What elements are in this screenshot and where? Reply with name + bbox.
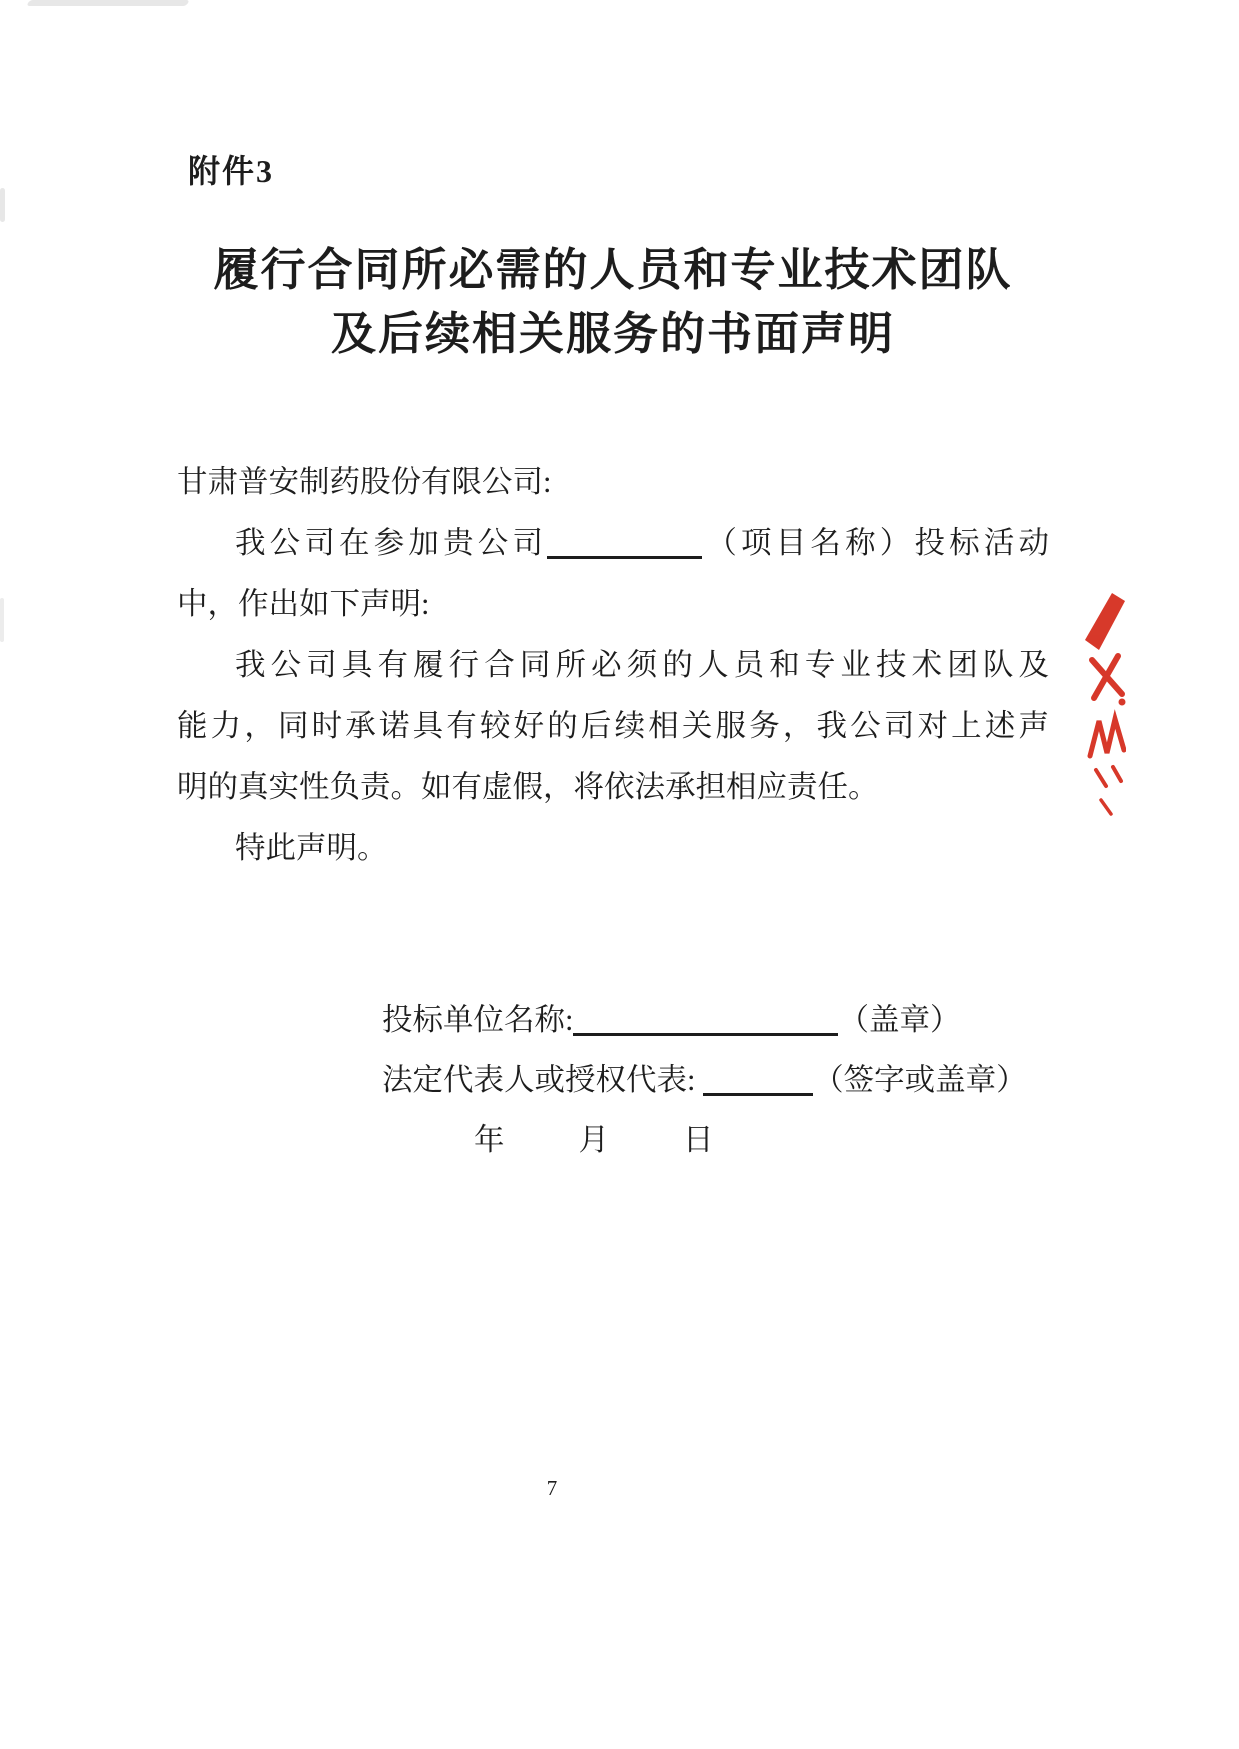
document-title xyxy=(177,238,1049,366)
paragraph-project-line-1 xyxy=(177,513,1049,574)
scan-smudge xyxy=(0,188,5,222)
red-stamp-fragment-icon xyxy=(1082,588,1126,823)
signature-block xyxy=(382,990,1027,1170)
bidder-name-line xyxy=(382,990,1027,1050)
representative-label: 法定代表人或授权代表: xyxy=(382,1063,696,1097)
year-label: 年 xyxy=(474,1123,505,1157)
month-label: 月 xyxy=(578,1123,609,1157)
document-body xyxy=(177,452,1049,879)
page-number: 7 xyxy=(546,1476,558,1500)
representative-blank xyxy=(703,1067,813,1096)
paragraph-statement-line-2: 能力，同时承诺具有较好的后续相关服务，我公司对上述声 xyxy=(177,709,1049,743)
title-line-1: 履行合同所必需的人员和专业技术团队 xyxy=(213,245,1013,295)
project-name-blank xyxy=(547,530,702,559)
day-label: 日 xyxy=(683,1123,714,1157)
attachment-label: 附件3 xyxy=(188,153,275,189)
title-line-2: 及后续相关服务的书面声明 xyxy=(330,309,895,359)
closing-statement: 特此声明。 xyxy=(235,831,388,865)
paragraph-project-line-2: 中，作出如下声明: xyxy=(177,587,430,621)
seal-note: （盖章） xyxy=(838,1003,961,1037)
bidder-name-label: 投标单位名称: xyxy=(382,1003,574,1037)
date-line xyxy=(382,1110,1027,1170)
bidder-name-blank xyxy=(573,1007,838,1036)
paragraph-statement-line-1: 我公司具有履行合同所必须的人员和专业技术团队及 xyxy=(235,648,1049,682)
scan-smudge xyxy=(0,598,4,642)
project-text-before-blank: 我公司在参加贵公司 xyxy=(235,526,548,560)
paragraph-statement-line-3: 明的真实性负责。如有虚假，将依法承担相应责任。 xyxy=(177,770,879,804)
scan-smudge xyxy=(26,0,189,6)
representative-line xyxy=(382,1050,1027,1110)
project-text-after-blank: （项目名称）投标活动 xyxy=(702,526,1050,560)
sign-or-seal-note: （签字或盖章） xyxy=(813,1063,1027,1097)
salutation: 甘肃普安制药股份有限公司: xyxy=(177,465,552,499)
